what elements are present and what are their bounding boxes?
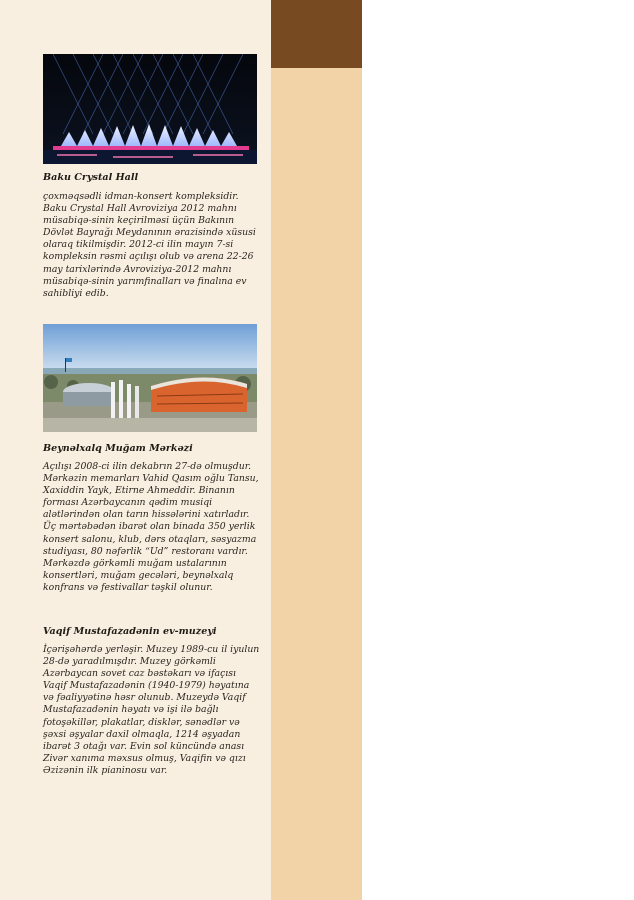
crystal-hall-photo [43, 54, 257, 164]
section-heading-vagif-museum: Vaqif Mustafazadənin ev-muzeyi [43, 626, 217, 637]
mugham-center-photo [43, 324, 257, 432]
section-body-crystal-hall: çoxməqsədli idman-konsert kompleksidir. Baku Crystal Hall Avroviziya 2012 mahnı müsabiqə-sinin keçirilməsi üçün Bakının Dövlət Bayrağı Meydanının ərazisində xüsusi olaraq tikilmişdir. 2012-ci ilin mayın 7-si kompleksin rəsmi açılışı olub və arena 22-26 may tarixlərində Avroviziya-2012 mahnı müsabiqə-sinin yarımfinalları və finalına ev sahibliyi edib. [43, 191, 256, 299]
tan-side-column [271, 0, 362, 900]
brown-corner-block [271, 0, 362, 68]
section-body-mugham-center: Açılışı 2008-ci ilin dekabrın 27-də olmuşdur. Mərkəzin memarları Vahid Qasım oğlu Tansu, Xaxiddin Yayk, Etirne Ahmeddir. Binanın forması Azərbaycanın qədim musiqi alətlərindən olan tarın hissələrini xatırladır. Üç mərtəbədən ibarət olan binada 350 yerlik konsert salonu, klub, dərs otaqları, səsyazma studiyası, 80 nəfərlik “Ud” restoranı vardır. Mərkəzdə görkəmli muğam ustalarının konsertləri, muğam gecələri, beynəlxalq konfrans və festivallar təşkil olunur. [43, 461, 259, 593]
section-heading-mugham-center: Beynəlxalq Muğam Mərkəzi [43, 443, 193, 454]
section-heading-crystal-hall: Baku Crystal Hall [43, 172, 139, 183]
section-body-vagif-museum: İçərişəhərdə yerləşir. Muzey 1989-cu il iyulun 28-də yaradılmışdır. Muzey görkəmli Azərbaycan sovet caz bəstəkarı və ifaçısı Vaqif Mustafazadənin (1940-1979) həyatına və fəaliyyətinə həsr olunub. Muzeydə Vaqif Mustafazadənin həyatı və işi ilə bağlı fotoşəkillər, plakatlar, disklər, sənədlər və şəxsi əşyalar daxil olmaqla, 1214 əşyadan ibarət 3 otağı var. Evin sol küncündə anası Zivər xanıma məxsus olmuş, Vaqifin və qızı Əzizənin ilk pianinosu var. [43, 644, 260, 776]
